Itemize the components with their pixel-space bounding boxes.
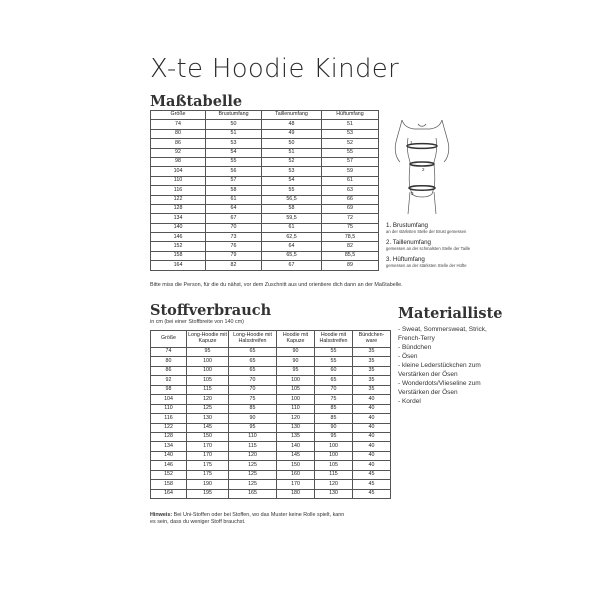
mass-heading: Maßtabelle: [150, 93, 243, 110]
stoff-table-cell: 160: [277, 470, 315, 479]
stoff-table-cell: 175: [187, 461, 229, 470]
stoff-table-cell: 115: [187, 385, 229, 394]
mass-table-cell: 98: [151, 157, 206, 166]
stoff-table-row: [151, 480, 391, 489]
mass-table-cell: 48: [262, 120, 322, 129]
mass-table-cell: 65,5: [262, 251, 322, 260]
stoff-column-header: Long-Hoodie mit Kapuze: [187, 331, 229, 348]
stoff-table-row: [151, 442, 391, 451]
stoff-table-cell: 95: [277, 366, 315, 375]
stoff-table-cell: 125: [229, 470, 277, 479]
mass-table-cell: 50: [262, 139, 322, 148]
mass-column-header: Hüftumfang: [322, 111, 379, 120]
materials-heading: Materialliste: [398, 305, 503, 322]
marker-2-label: 2: [422, 167, 425, 172]
stoff-table-cell: 55: [315, 348, 353, 357]
legend-title-2: 2. Taillenumfang: [386, 239, 431, 246]
stoff-table-cell: 90: [277, 357, 315, 366]
hint-line-1: Bei Uni-Stoffen oder bei Stoffen, wo das Muster keine Rolle spielt, kann: [172, 512, 345, 518]
mass-table-cell: 86: [151, 139, 206, 148]
stoff-table-cell: 170: [187, 451, 229, 460]
waist-measure-line: [410, 162, 434, 166]
mass-table-cell: 55: [262, 186, 322, 195]
stoff-table-cell: 65: [315, 376, 353, 385]
mass-table-cell: 82: [322, 242, 379, 251]
material-item: - kleine Lederstückchen zum: [398, 362, 481, 370]
mass-table-cell: 53: [322, 129, 379, 138]
stoff-table-cell: 145: [187, 423, 229, 432]
stoff-table-cell: 65: [229, 366, 277, 375]
stoff-table-cell: 120: [187, 395, 229, 404]
stoff-table: [150, 330, 391, 499]
legend-sub-3: gemessen an der stärksten Stelle der Hüfte: [386, 263, 467, 268]
stoff-table-cell: 74: [151, 348, 187, 357]
mass-column-header: Brustumfang: [206, 111, 262, 120]
mass-table-cell: 82: [206, 261, 262, 270]
mass-column-header: Taillenumfang: [262, 111, 322, 120]
mass-table-cell: 62,5: [262, 233, 322, 242]
stoff-table-cell: 130: [187, 414, 229, 423]
material-item: - Bündchen: [398, 344, 432, 352]
stoff-table-cell: 104: [151, 395, 187, 404]
stoff-table-cell: 40: [353, 432, 391, 441]
mass-table-cell: 134: [151, 214, 206, 223]
stoff-table-cell: 145: [277, 451, 315, 460]
stoff-heading: Stoffverbrauch: [150, 302, 272, 319]
mass-table-row: [151, 129, 379, 138]
stoff-table-cell: 140: [277, 442, 315, 451]
stoff-table-cell: 115: [315, 470, 353, 479]
mass-table-cell: 72: [322, 214, 379, 223]
stoff-table-cell: 95: [187, 348, 229, 357]
mass-table-cell: 58: [206, 186, 262, 195]
stoff-table-cell: 134: [151, 442, 187, 451]
stoff-table-cell: 70: [315, 385, 353, 394]
materials-list: [398, 325, 487, 406]
stoff-table-cell: 98: [151, 385, 187, 394]
mass-table-cell: 64: [206, 204, 262, 213]
stoff-table-cell: 95: [229, 423, 277, 432]
stoff-table-cell: 35: [353, 366, 391, 375]
mass-table-cell: 80: [151, 129, 206, 138]
stoff-table-row: [151, 432, 391, 441]
stoff-table-cell: 40: [353, 442, 391, 451]
stoff-column-header: Bündchen-ware: [353, 331, 391, 348]
mass-table-cell: 61: [206, 195, 262, 204]
mass-table-cell: 76: [206, 242, 262, 251]
material-item: - Ösen: [398, 353, 418, 361]
mass-table-cell: 122: [151, 195, 206, 204]
marker-3-label: 3: [411, 191, 414, 196]
stoff-table-cell: 60: [315, 366, 353, 375]
stoff-table-cell: 125: [229, 480, 277, 489]
stoff-table-cell: 165: [229, 489, 277, 498]
mass-table-cell: 73: [206, 233, 262, 242]
legend-title-3: 3. Hüftumfang: [386, 256, 425, 263]
stoff-table-row: [151, 395, 391, 404]
stoff-table-row: [151, 470, 391, 479]
mass-table-row: [151, 195, 379, 204]
mass-table-cell: 54: [206, 148, 262, 157]
stoff-table-cell: 135: [277, 432, 315, 441]
stoff-column-header: Größe: [151, 331, 187, 348]
mass-column-header: Größe: [151, 111, 206, 120]
stoff-table-cell: 75: [229, 395, 277, 404]
mass-table-row: [151, 176, 379, 185]
legend-sub-1: an der stärksten Stelle der Brust gemessen: [386, 229, 467, 234]
stoff-column-header: Hoodie mit Halsstreifen: [315, 331, 353, 348]
mass-table-row: [151, 214, 379, 223]
mass-table-cell: 55: [206, 157, 262, 166]
mass-table-cell: 61: [322, 176, 379, 185]
stoff-table-cell: 40: [353, 423, 391, 432]
mass-table-cell: 53: [262, 167, 322, 176]
stoff-table-cell: 125: [229, 461, 277, 470]
mass-table-cell: 51: [322, 120, 379, 129]
stoff-table-cell: 40: [353, 414, 391, 423]
mass-table-cell: 59: [322, 167, 379, 176]
mass-table-cell: 55: [322, 148, 379, 157]
stoff-table-cell: 85: [315, 404, 353, 413]
stoff-table-cell: 110: [229, 432, 277, 441]
stoff-table-cell: 190: [187, 480, 229, 489]
mass-table-cell: 110: [151, 176, 206, 185]
stoff-table-cell: 65: [229, 348, 277, 357]
stoff-table-cell: 105: [315, 461, 353, 470]
mass-table-cell: 50: [206, 120, 262, 129]
stoff-table-cell: 100: [277, 376, 315, 385]
mass-table-cell: 51: [206, 129, 262, 138]
mass-table-cell: 140: [151, 223, 206, 232]
mass-table-cell: 53: [206, 139, 262, 148]
stoff-table-cell: 100: [277, 395, 315, 404]
mass-table-cell: 63: [322, 186, 379, 195]
mass-table-cell: 54: [262, 176, 322, 185]
mass-table-cell: 78,5: [322, 233, 379, 242]
mass-table-cell: 64: [262, 242, 322, 251]
mass-table-cell: 158: [151, 251, 206, 260]
stoff-table-cell: 105: [277, 385, 315, 394]
material-item: Verstärken der Ösen: [398, 389, 458, 397]
stoff-table-cell: 35: [353, 348, 391, 357]
stoff-table-cell: 35: [353, 357, 391, 366]
mass-table-row: [151, 167, 379, 176]
stoff-table-cell: 40: [353, 461, 391, 470]
stoff-table-cell: 45: [353, 470, 391, 479]
material-item: - Kordel: [398, 398, 421, 406]
stoff-table-cell: 86: [151, 366, 187, 375]
mass-table-cell: 92: [151, 148, 206, 157]
mass-table-cell: 66: [322, 195, 379, 204]
stoff-table-cell: 85: [229, 404, 277, 413]
mass-table-cell: 146: [151, 233, 206, 242]
stoff-table-row: [151, 461, 391, 470]
stoff-table-cell: 110: [277, 404, 315, 413]
stoff-table-row: [151, 423, 391, 432]
stoff-table-cell: 35: [353, 376, 391, 385]
stoff-table-cell: 115: [229, 442, 277, 451]
stoff-table-cell: 116: [151, 414, 187, 423]
stoff-table-cell: 100: [187, 357, 229, 366]
mass-table-row: [151, 139, 379, 148]
stoff-table-cell: 90: [277, 348, 315, 357]
stoff-table-cell: 120: [315, 480, 353, 489]
mass-table: [150, 110, 379, 271]
mass-table-cell: 56: [206, 167, 262, 176]
stoff-table-cell: 75: [315, 395, 353, 404]
stoff-table-cell: 45: [353, 489, 391, 498]
legend-sub-2: gemessen an der schmalsten Stelle der Taille: [386, 246, 471, 251]
stoff-table-cell: 105: [187, 376, 229, 385]
stoff-column-header: Long-Hoodie mit Halsstreifen: [229, 331, 277, 348]
stoff-table-cell: 35: [353, 385, 391, 394]
stoff-table-row: [151, 451, 391, 460]
stoff-subheading: in cm (bei einer Stoffbreite von 140 cm): [150, 319, 244, 325]
stoff-table-cell: 125: [187, 404, 229, 413]
stoff-table-cell: 175: [187, 470, 229, 479]
stoff-table-cell: 110: [151, 404, 187, 413]
stoff-hint: [150, 512, 344, 526]
stoff-table-cell: 100: [315, 451, 353, 460]
stoff-table-cell: 120: [277, 414, 315, 423]
stoff-table-cell: 40: [353, 404, 391, 413]
legend-title-1: 1. Brustumfang: [386, 222, 428, 229]
stoff-table-row: [151, 376, 391, 385]
mass-table-cell: 75: [322, 223, 379, 232]
stoff-table-cell: 130: [277, 423, 315, 432]
mass-table-row: [151, 251, 379, 260]
stoff-table-cell: 122: [151, 423, 187, 432]
mass-table-cell: 49: [262, 129, 322, 138]
stoff-table-cell: 195: [187, 489, 229, 498]
mass-table-cell: 67: [262, 261, 322, 270]
mass-table-cell: 70: [206, 223, 262, 232]
stoff-table-cell: 130: [315, 489, 353, 498]
stoff-table-cell: 158: [151, 480, 187, 489]
mass-table-cell: 61: [262, 223, 322, 232]
mass-table-cell: 116: [151, 186, 206, 195]
stoff-column-header: Hoodie mit Kapuze: [277, 331, 315, 348]
stoff-table-cell: 100: [315, 442, 353, 451]
stoff-table-cell: 150: [187, 432, 229, 441]
stoff-table-cell: 120: [229, 451, 277, 460]
material-item: - Sweat, Sommersweat, Strick,: [398, 326, 487, 333]
mass-table-cell: 89: [322, 261, 379, 270]
mass-table-cell: 58: [262, 204, 322, 213]
mass-table-cell: 52: [322, 139, 379, 148]
stoff-table-cell: 65: [229, 357, 277, 366]
stoff-table-cell: 170: [187, 442, 229, 451]
mass-note: Bitte miss die Person, für die du nähst, vor dem Zuschnitt aus und orientiere dich dann an der Maßtabelle.: [150, 282, 403, 288]
stoff-table-cell: 70: [229, 376, 277, 385]
material-item: - Wonderdots/Vlieseline zum: [398, 380, 481, 388]
stoff-table-cell: 45: [353, 480, 391, 489]
mass-table-cell: 56,5: [262, 195, 322, 204]
mass-table-cell: 67: [206, 214, 262, 223]
stoff-table-cell: 128: [151, 432, 187, 441]
mass-table-cell: 57: [206, 176, 262, 185]
material-item: French-Terry: [398, 335, 435, 343]
stoff-table-row: [151, 385, 391, 394]
stoff-table-cell: 95: [315, 432, 353, 441]
mass-table-cell: 74: [151, 120, 206, 129]
material-item: Verstärken der Ösen: [398, 371, 458, 379]
stoff-table-cell: 55: [315, 357, 353, 366]
marker-1-label: 1: [410, 140, 413, 145]
stoff-table-row: [151, 489, 391, 498]
stoff-table-cell: 92: [151, 376, 187, 385]
stoff-table-cell: 170: [277, 480, 315, 489]
hip-measure-line: [409, 186, 435, 190]
stoff-table-row: [151, 366, 391, 375]
stoff-table-cell: 150: [277, 461, 315, 470]
mass-table-row: [151, 261, 379, 270]
mass-table-row: [151, 242, 379, 251]
mass-table-cell: 104: [151, 167, 206, 176]
stoff-table-row: [151, 348, 391, 357]
stoff-table-cell: 140: [151, 451, 187, 460]
body-figure: [386, 118, 458, 218]
mass-table-cell: 57: [322, 157, 379, 166]
stoff-table-cell: 146: [151, 461, 187, 470]
hint-label: Hinweis:: [150, 512, 173, 518]
page-title: X-te Hoodie Kinder: [150, 54, 400, 84]
stoff-table-row: [151, 404, 391, 413]
mass-table-row: [151, 148, 379, 157]
mass-table-row: [151, 223, 379, 232]
stoff-table-cell: 180: [277, 489, 315, 498]
stoff-table-cell: 152: [151, 470, 187, 479]
measurement-legend: [386, 222, 470, 268]
mass-table-cell: 152: [151, 242, 206, 251]
stoff-table-cell: 80: [151, 357, 187, 366]
stoff-table-cell: 40: [353, 451, 391, 460]
mass-table-cell: 51: [262, 148, 322, 157]
stoff-table-cell: 100: [187, 366, 229, 375]
stoff-table-row: [151, 414, 391, 423]
mass-table-cell: 59,5: [262, 214, 322, 223]
mass-table-row: [151, 204, 379, 213]
stoff-table-cell: 90: [229, 414, 277, 423]
mass-table-row: [151, 233, 379, 242]
stoff-table-cell: 164: [151, 489, 187, 498]
stoff-table-cell: 85: [315, 414, 353, 423]
mass-table-row: [151, 120, 379, 129]
stoff-table-cell: 40: [353, 395, 391, 404]
mass-table-cell: 52: [262, 157, 322, 166]
mass-table-cell: 128: [151, 204, 206, 213]
mass-table-row: [151, 157, 379, 166]
mass-table-cell: 164: [151, 261, 206, 270]
mass-table-row: [151, 186, 379, 195]
mass-table-cell: 85,5: [322, 251, 379, 260]
mass-table-cell: 69: [322, 204, 379, 213]
stoff-table-cell: 70: [229, 385, 277, 394]
stoff-table-row: [151, 357, 391, 366]
hint-line-2: es sein, dass du weniger Stoff brauchst.: [150, 518, 246, 525]
stoff-table-cell: 90: [315, 423, 353, 432]
mass-table-cell: 79: [206, 251, 262, 260]
